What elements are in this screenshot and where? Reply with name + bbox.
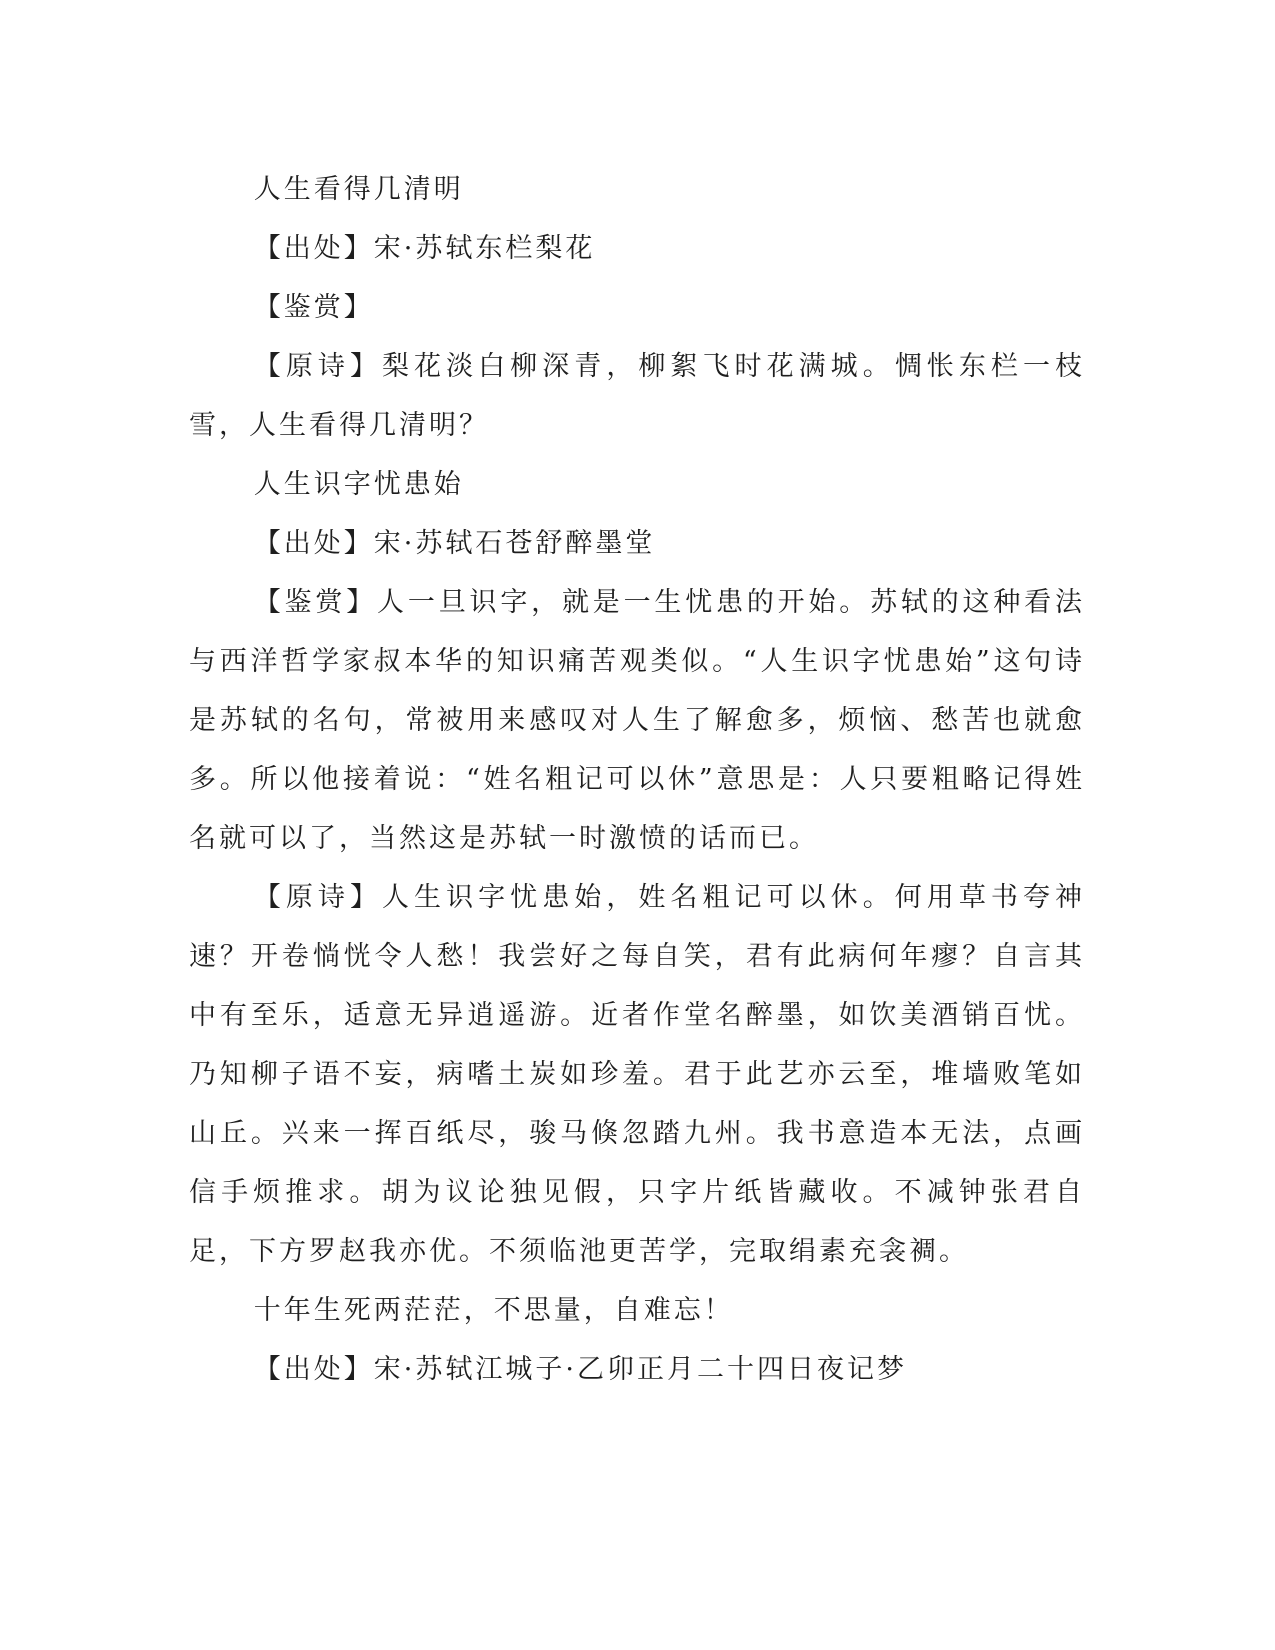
document-body <box>189 160 1085 1399</box>
poem-line-title: 十年生死两茫茫，不思量，自难忘！ <box>253 1295 734 1326</box>
source-line: 【出处】宋·苏轼东栏梨花 <box>253 233 596 264</box>
poem-line-title: 人生看得几清明 <box>253 174 464 205</box>
original-poem: 【原诗】人生识字忧患始，姓名粗记可以休。何用草书夸神速？开卷惝恍令人愁！我尝好之每自笑，君有此病何年瘳？自言其中有至乐，适意无异逍遥游。近者作堂名醉墨，如饮美酒销百忧。乃知柳子语不妄，病嗜土炭如珍羞。君于此艺亦云至，堆墙败笔如山丘。兴来一挥百纸尽，骏马倏忽踏九州。我书意造本无法，点画信手烦推求。胡为议论独见假，只字片纸皆藏收。不减钟张君自足，下方罗赵我亦优。不须临池更苦学，完取绢素充衾裯。 <box>189 882 1085 1267</box>
appreciation-line: 【鉴赏】 <box>253 292 374 323</box>
original-poem: 【原诗】梨花淡白柳深青，柳絮飞时花满城。惆怅东栏一枝雪，人生看得几清明？ <box>189 351 1085 441</box>
appreciation-paragraph: 【鉴赏】人一旦识字，就是一生忧患的开始。苏轼的这种看法与西洋哲学家叔本华的知识痛苦观类似。“人生识字忧患始”这句诗是苏轼的名句，常被用来感叹对人生了解愈多，烦恼、愁苦也就愈多。所以他接着说：“姓名粗记可以休”意思是：人只要粗略记得姓名就可以了，当然这是苏轼一时激愤的话而已。 <box>189 587 1085 854</box>
source-line: 【出处】宋·苏轼石苍舒醉墨堂 <box>253 528 656 559</box>
poem-line-title: 人生识字忧患始 <box>253 469 464 500</box>
source-line: 【出处】宋·苏轼江城子·乙卯正月二十四日夜记梦 <box>253 1354 907 1385</box>
